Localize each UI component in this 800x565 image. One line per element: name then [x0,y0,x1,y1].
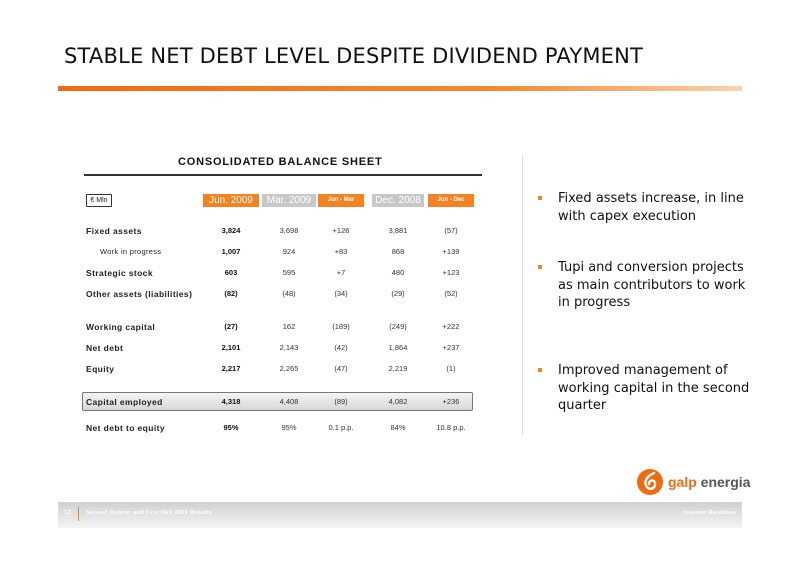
cell-jun-2009: 2,217 [221,364,241,373]
cell-jun-mar: +7 [336,268,346,277]
cell-mar-2009: 162 [282,322,296,331]
cell-jun-mar: (89) [334,397,348,406]
cell-dec-2008: (29) [391,289,405,298]
cell-jun-dec: 10.8 p.p. [436,423,466,432]
bullet-text: Fixed assets increase, in line with capex execution [558,191,744,224]
brand-suffix: energia [700,474,751,490]
cell-jun-mar: (34) [334,289,348,298]
cell-jun-dec: +236 [442,397,460,406]
cell-dec-2008: 84% [390,423,406,432]
bullet-icon [538,196,542,200]
cell-jun-dec: +237 [442,343,460,352]
cell-jun-dec: +139 [442,247,460,256]
cell-jun-mar: 0.1 p.p. [328,423,354,432]
galp-logo-icon [637,466,663,496]
cell-dec-2008: 1,864 [388,343,408,352]
column-header-jun-dec: Jun - Dec [428,194,474,207]
column-divider [522,155,523,435]
row-label: Net debt [86,343,124,353]
brand-name: galp [668,474,697,490]
row-label: Working capital [86,322,156,332]
cell-jun-dec: (52) [444,289,458,298]
title-accent-bar [58,86,742,91]
cell-jun-2009: 3,824 [221,226,241,235]
cell-mar-2009: (48) [282,289,296,298]
cell-jun-mar: (42) [334,343,348,352]
cell-jun-2009: 603 [224,268,238,277]
unit-label: € Mln [86,194,112,207]
column-header-jun-mar: Jun - Mar [318,194,364,207]
cell-jun-mar: (47) [334,364,348,373]
cell-dec-2008: 3,881 [388,226,408,235]
row-label: Fixed assets [86,226,142,236]
footer-bar [58,502,742,528]
row-label: Net debt to equity [86,423,165,433]
cell-jun-dec: +123 [442,268,460,277]
cell-jun-2009: 4,318 [221,397,241,406]
table-title: CONSOLIDATED BALANCE SHEET [178,156,383,168]
cell-jun-mar: (189) [332,322,350,331]
footer-left-text: Second Quarter and First Half 2009 Results [86,510,212,516]
cell-jun-2009: 95% [223,423,239,432]
cell-jun-2009: 2,101 [221,343,241,352]
table-title-rule [84,174,482,176]
cell-mar-2009: 2,265 [279,364,299,373]
column-header-mar-2009: Mar. 2009 [262,194,316,207]
cell-mar-2009: 595 [282,268,296,277]
cell-jun-dec: (1) [446,364,456,373]
row-label: Other assets (liabilities) [86,289,193,299]
column-header-dec-2008: Dec. 2008 [372,194,424,207]
cell-mar-2009: 3,698 [279,226,299,235]
bullet-text: Improved management of working capital in the second quarter [558,363,750,413]
cell-mar-2009: 2,143 [279,343,299,352]
footer-right-text: Investor Relations [682,510,736,516]
bullet-text: Tupi and conversion projects as main contributors to work in progress [558,260,746,310]
cell-dec-2008: 2,219 [388,364,408,373]
cell-jun-mar: +126 [332,226,350,235]
cell-dec-2008: 868 [391,247,405,256]
footer-separator [78,507,79,521]
row-label: Capital employed [86,397,163,407]
cell-dec-2008: (249) [389,322,407,331]
column-header-jun-2009: Jun. 2009 [203,194,259,207]
cell-jun-dec: (57) [444,226,458,235]
cell-mar-2009: 4,408 [279,397,299,406]
bullet-icon [538,368,542,372]
cell-jun-2009: (27) [224,322,238,331]
row-label: Strategic stock [86,268,153,278]
cell-mar-2009: 924 [282,247,296,256]
page-number: 13 [64,510,71,516]
cell-jun-mar: +83 [334,247,348,256]
cell-dec-2008: 4,082 [388,397,408,406]
row-label: Equity [86,364,115,374]
cell-jun-2009: (82) [224,289,238,298]
cell-mar-2009: 95% [281,423,297,432]
cell-jun-dec: +222 [442,322,460,331]
cell-jun-2009: 1,007 [221,247,241,256]
cell-dec-2008: 480 [391,268,405,277]
row-label: Work in progress [100,247,162,256]
bullet-icon [538,265,542,269]
page-title: STABLE NET DEBT LEVEL DESPITE DIVIDEND PAYMENT [64,44,644,68]
brand-logo-text [668,474,750,490]
